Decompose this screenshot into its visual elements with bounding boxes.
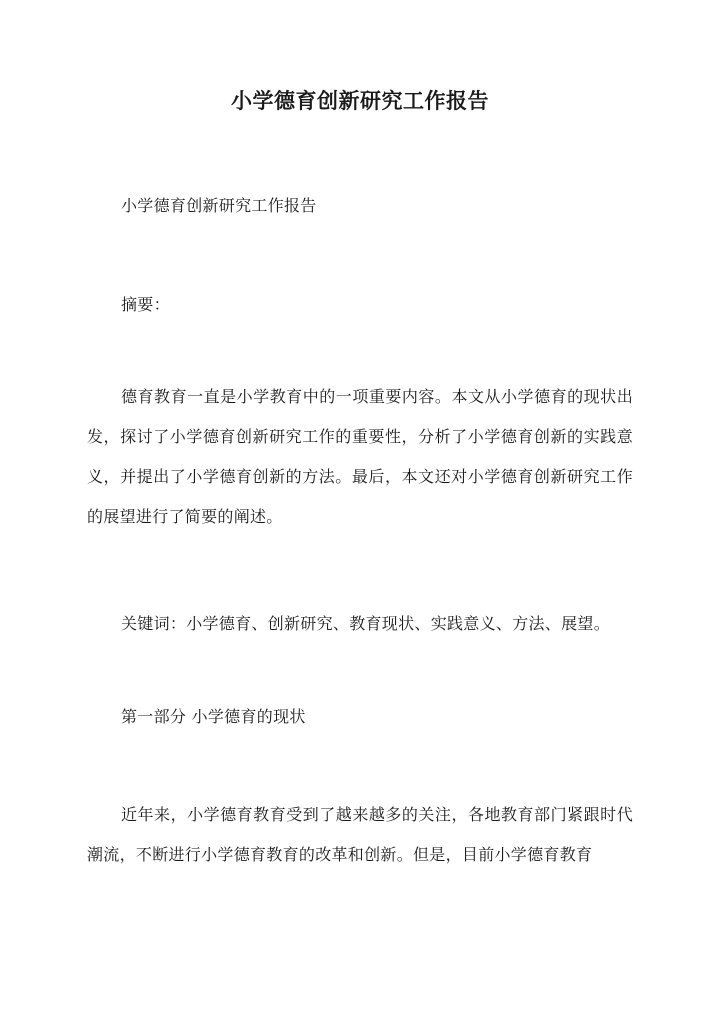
abstract-label: 摘要： [121,295,170,314]
document-title: 小学德育创新研究工作报告 [231,88,489,113]
abstract-body: 德育教育一直是小学教育中的一项重要内容。本文从小学德育的现状出发，探讨了小学德育创新研究工作的重要性，分析了小学德育创新的实践意义，并提出了小学德育创新的方法。最后，本文还对小学德育创新研究工作的展望进行了简要的阐述。 [87,387,633,526]
section1-heading: 第一部分 小学德育的现状 [121,707,306,726]
document-subtitle: 小学德育创新研究工作报告 [121,196,317,215]
keywords: 关键词：小学德育、创新研究、教育现状、实践意义、方法、展望。 [121,614,611,633]
section1-body: 近年来，小学德育教育受到了越来越多的关注，各地教育部门紧跟时代潮流，不断进行小学德育教育的改革和创新。但是，目前小学德育教育 [87,805,633,864]
